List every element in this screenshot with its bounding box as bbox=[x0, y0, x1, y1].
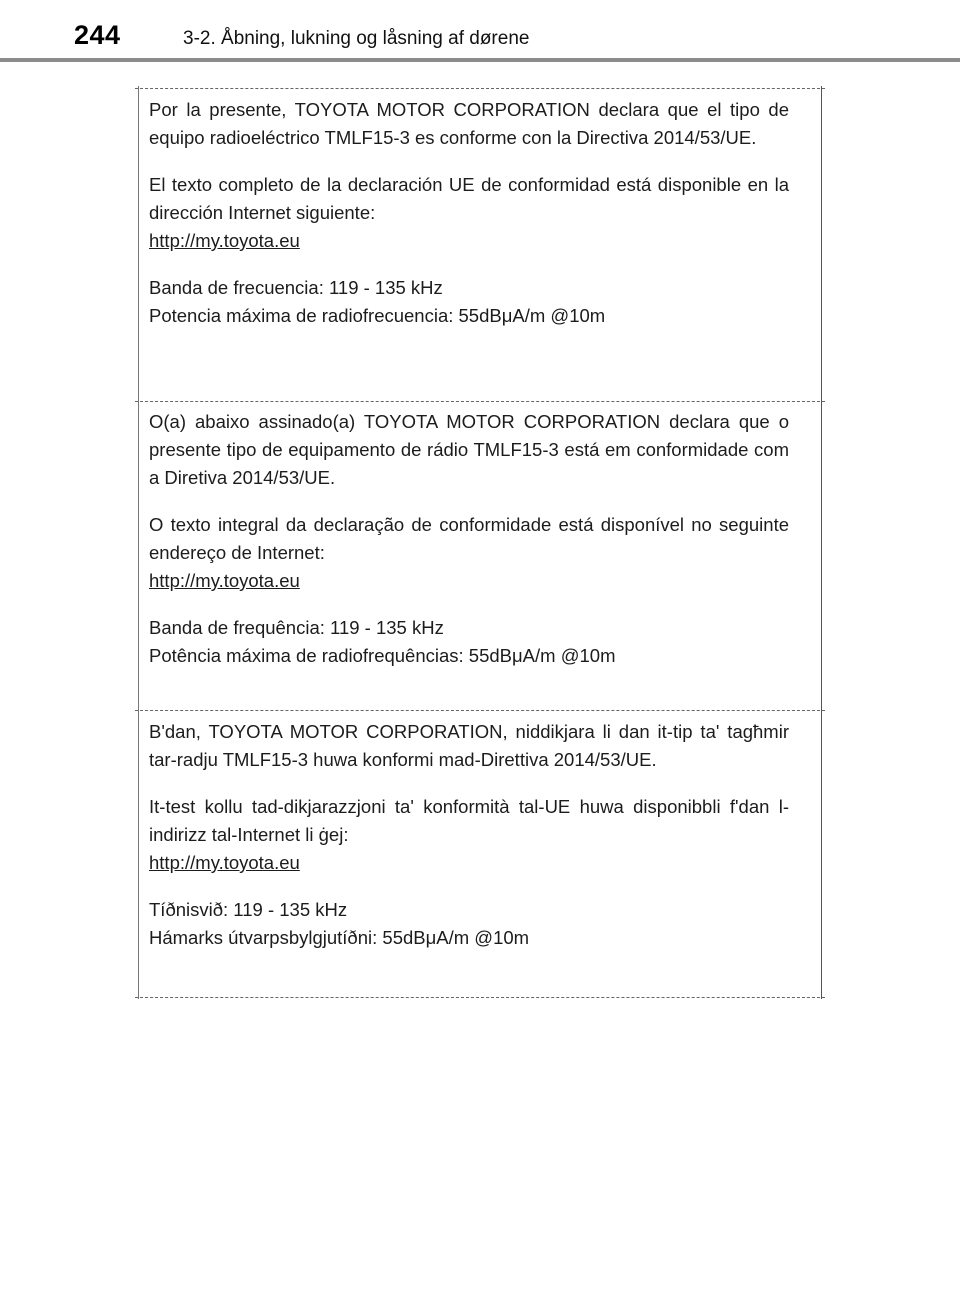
full-text-notice: It-test kollu tad-dikjarazzjoni ta' konformità tal-UE huwa disponibbli f'dan l-indirizz tal-Internet li ġej: bbox=[149, 796, 789, 845]
full-text-notice: O texto integral da declaração de conformidade está disponível no seguinte endereço de Internet: bbox=[149, 514, 789, 563]
dashed-separator bbox=[135, 710, 825, 711]
declaration-link[interactable]: http://my.toyota.eu bbox=[149, 852, 300, 873]
declaration-text: O(a) abaixo assinado(a) TOYOTA MOTOR CORPORATION declara que o presente tipo de equipamento de rádio TMLF15-3 está em conformidade com a Diretiva 2014/53/UE. bbox=[149, 411, 789, 488]
declaration-scan-box bbox=[138, 86, 822, 999]
page-header bbox=[0, 0, 960, 62]
header-rule bbox=[0, 58, 960, 62]
dashed-separator bbox=[135, 997, 825, 998]
dashed-separator bbox=[135, 401, 825, 402]
declaration-link[interactable]: http://my.toyota.eu bbox=[149, 230, 300, 251]
dashed-separator bbox=[135, 88, 825, 89]
frequency-band: Banda de frequência: 119 - 135 kHz bbox=[149, 617, 444, 638]
max-power: Potência máxima de radiofrequências: 55dBμA/m @10m bbox=[149, 645, 616, 666]
declaration-text: Por la presente, TOYOTA MOTOR CORPORATION declara que el tipo de equipo radioeléctrico TMLF15-3 es conforme con la Directiva 2014/53/UE. bbox=[149, 99, 789, 148]
page-number: 244 bbox=[74, 20, 121, 50]
declaration-spanish bbox=[149, 96, 789, 330]
max-power: Potencia máxima de radiofrecuencia: 55dBμA/m @10m bbox=[149, 305, 606, 326]
frequency-band: Tíðnisvið: 119 - 135 kHz bbox=[149, 899, 348, 920]
declaration-text: B'dan, TOYOTA MOTOR CORPORATION, niddikjara li dan it-tip ta' tagħmir tar-radju TMLF15-3 huwa konformi mad-Direttiva 2014/53/UE. bbox=[149, 721, 789, 770]
frequency-band: Banda de frecuencia: 119 - 135 kHz bbox=[149, 277, 443, 298]
declaration-link[interactable]: http://my.toyota.eu bbox=[149, 570, 300, 591]
full-text-notice: El texto completo de la declaración UE de conformidad está disponible en la dirección Internet siguiente: bbox=[149, 174, 789, 223]
max-power: Hámarks útvarpsbylgjutíðni: 55dBμA/m @10m bbox=[149, 927, 530, 948]
declaration-maltese bbox=[149, 718, 789, 952]
declaration-portuguese bbox=[149, 408, 789, 670]
section-title: 3-2. Åbning, lukning og låsning af dørene bbox=[183, 28, 530, 49]
